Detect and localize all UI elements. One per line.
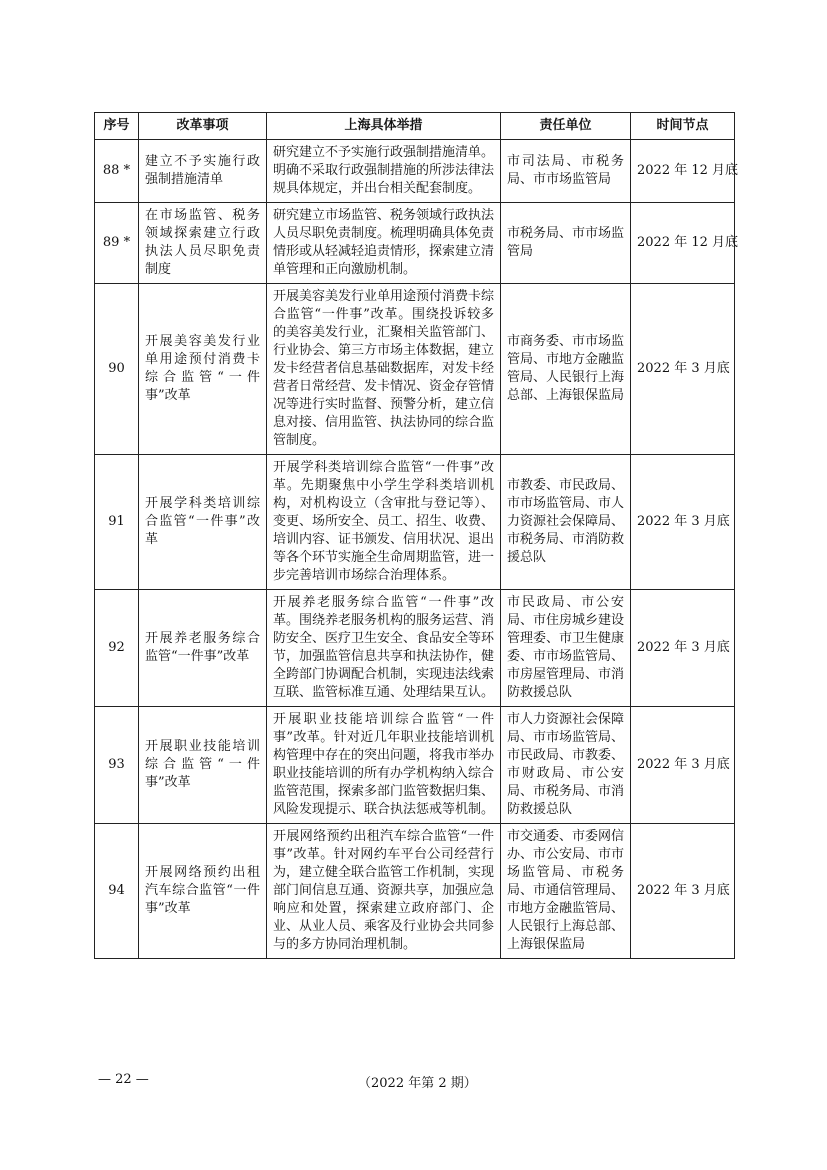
deadline: 2022 年 3 月底: [631, 455, 735, 590]
table-row: [95, 140, 735, 203]
deadline: 2022 年 12 月底: [631, 203, 735, 284]
responsible-unit: 市交通委、市委网信办、市公安局、市市场监管局、市税务局、市通信管理局、市地方金融监管局、人民银行上海总部、上海银保监局: [501, 824, 631, 959]
table-row: [95, 590, 735, 707]
row-number: 90: [95, 284, 139, 455]
header-unit: 责任单位: [501, 113, 631, 140]
row-number: 88 *: [95, 140, 139, 203]
reform-item: 开展学科类培训综合监管“一件事”改革: [139, 455, 267, 590]
reform-measures: 研究建立不予实施行政强制措施清单。明确不采取行政强制措施的所涉法律法规具体规定，并出台相关配套制度。: [267, 140, 501, 203]
deadline: 2022 年 3 月底: [631, 707, 735, 824]
responsible-unit: 市商务委、市市场监管局、市地方金融监管局、人民银行上海总部、上海银保监局: [501, 284, 631, 455]
reform-measures: 开展养老服务综合监管“一件事”改革。围绕养老服务机构的服务运营、消防安全、医疗卫生安全、食品安全等环节，加强监管信息共享和执法协作，健全跨部门协调配合机制，实现违法线索互联、监管标准互通、处理结果互认。: [267, 590, 501, 707]
reform-measures: 开展美容美发行业单用途预付消费卡综合监管“一件事”改革。围绕投诉较多的美容美发行业，汇聚相关监管部门、行业协会、第三方市场主体数据，建立发卡经营者信息基础数据库，对发卡经营者日常经营、发卡情况、资金存管情况等进行实时监督、预警分析，建立信息对接、信用监管、执法协同的综合监管制度。: [267, 284, 501, 455]
row-number: 93: [95, 707, 139, 824]
page-number: — 22 —: [98, 1072, 149, 1087]
reform-item: 开展职业技能培训综合监管“一件事”改革: [139, 707, 267, 824]
table-row: [95, 707, 735, 824]
reform-measures: 开展学科类培训综合监管“一件事”改革。先期聚焦中小学生学科类培训机构，对机构设立（含审批与登记等）、变更、场所安全、员工、招生、收费、培训内容、证书颁发、信用状况、退出等各个环节实施全生命周期监管，进一步完善培训市场综合治理体系。: [267, 455, 501, 590]
table-row: [95, 824, 735, 959]
deadline: 2022 年 12 月底: [631, 140, 735, 203]
header-measures: 上海具体举措: [267, 113, 501, 140]
table-row: [95, 455, 735, 590]
header-no: 序号: [95, 113, 139, 140]
responsible-unit: 市民政局、市公安局、市住房城乡建设管理委、市卫生健康委、市市场监管局、市房屋管理局、市消防救援总队: [501, 590, 631, 707]
responsible-unit: 市税务局、市市场监管局: [501, 203, 631, 284]
reform-item: 开展美容美发行业单用途预付消费卡综合监管“一件事”改革: [139, 284, 267, 455]
header-time: 时间节点: [631, 113, 735, 140]
reform-measures: 开展职业技能培训综合监管“一件事”改革。针对近几年职业技能培训机构管理中存在的突出问题，将我市举办职业技能培训的所有办学机构纳入综合监管范围，探索多部门监管数据归集、风险发现提示、联合执法惩戒等机制。: [267, 707, 501, 824]
table-row: [95, 203, 735, 284]
issue-label: （2022 年第 2 期）: [358, 1076, 477, 1091]
deadline: 2022 年 3 月底: [631, 590, 735, 707]
reform-item: 开展养老服务综合监管“一件事”改革: [139, 590, 267, 707]
responsible-unit: 市司法局、市税务局、市市场监管局: [501, 140, 631, 203]
reform-measures: 研究建立市场监管、税务领域行政执法人员尽职免责制度。梳理明确具体免责情形或从轻减轻追责情形，探索建立清单管理和正向激励机制。: [267, 203, 501, 284]
table-header-row: [95, 113, 735, 140]
header-item: 改革事项: [139, 113, 267, 140]
deadline: 2022 年 3 月底: [631, 284, 735, 455]
reform-item: 开展网络预约出租汽车综合监管“一件事”改革: [139, 824, 267, 959]
reform-measures: 开展网络预约出租汽车综合监管“一件事”改革。针对网约车平台公司经营行为，建立健全联合监管工作机制，实现部门间信息互通、资源共享，加强应急响应和处置，探索建立政府部门、企业、从业人员、乘客及行业协会共同参与的多方协同治理机制。: [267, 824, 501, 959]
row-number: 91: [95, 455, 139, 590]
reform-item: 建立不予实施行政强制措施清单: [139, 140, 267, 203]
reform-item: 在市场监管、税务领域探索建立行政执法人员尽职免责制度: [139, 203, 267, 284]
responsible-unit: 市教委、市民政局、市市场监管局、市人力资源社会保障局、市税务局、市消防救援总队: [501, 455, 631, 590]
row-number: 89 *: [95, 203, 139, 284]
responsible-unit: 市人力资源社会保障局、市市场监管局、市民政局、市教委、市财政局、市公安局、市税务局、市消防救援总队: [501, 707, 631, 824]
table-row: [95, 284, 735, 455]
row-number: 92: [95, 590, 139, 707]
deadline: 2022 年 3 月底: [631, 824, 735, 959]
row-number: 94: [95, 824, 139, 959]
reform-measures-table: [94, 112, 739, 959]
